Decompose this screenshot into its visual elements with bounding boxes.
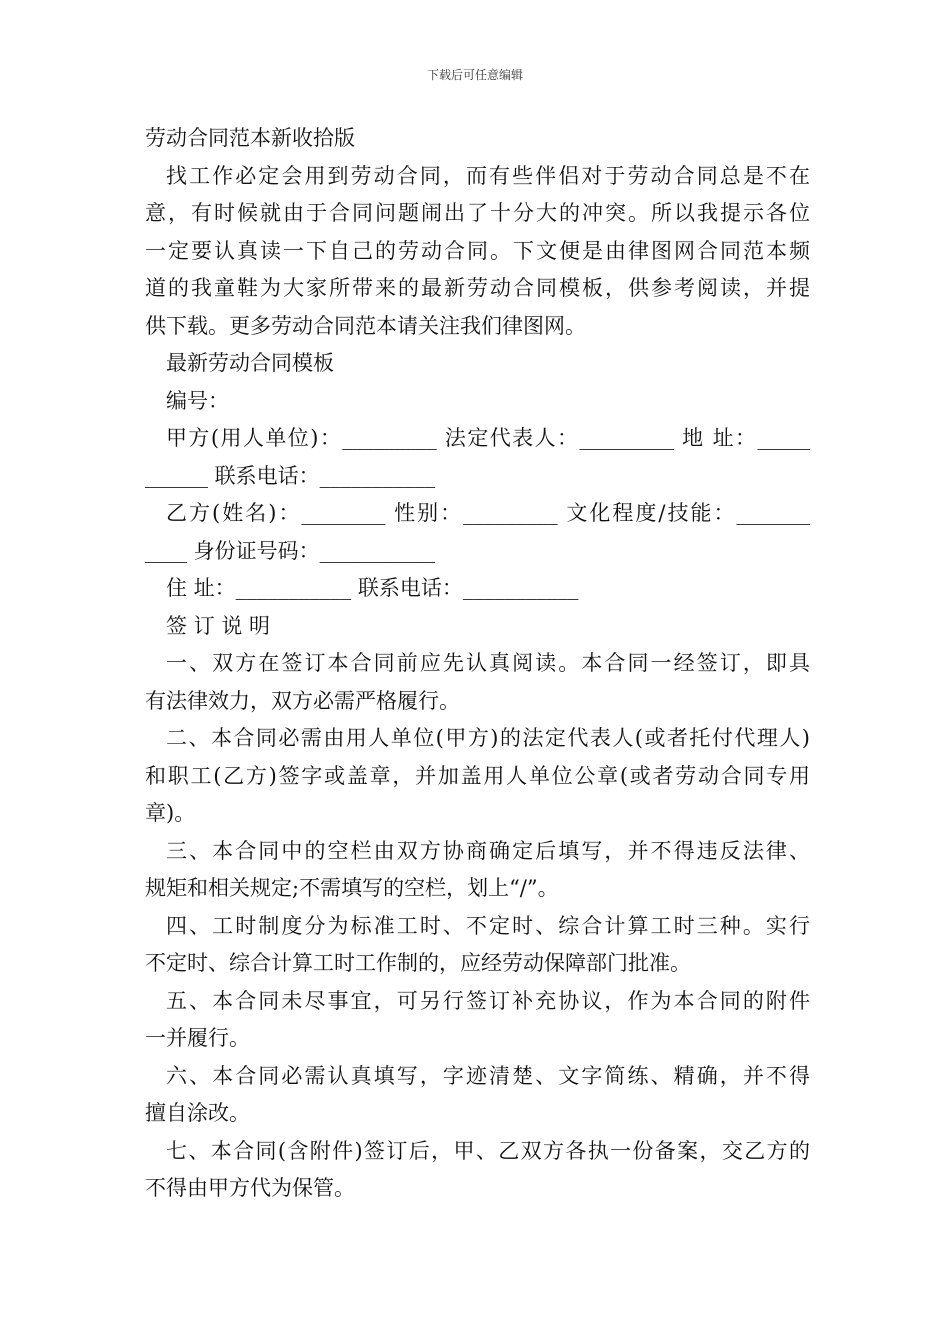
page-header-note: 下载后可任意编辑 (426, 68, 523, 82)
intro-paragraph (145, 158, 810, 346)
party-b-line: 乙方(姓名)：________ 性别：_________ 文化程度/技能：_______ (166, 501, 810, 525)
note-line: 一并履行。 (145, 1026, 250, 1050)
note-line: 和职工(乙方)签字或盖章，并加盖用人单位公章(或者劳动合同专用 (145, 763, 810, 788)
note-line: 四、工时制度分为标准工时、不定时、综合计算工时三种。实行 (166, 913, 810, 938)
note-item (145, 645, 810, 720)
note-line: 七、本合同(含附件)签订后，甲、乙双方各执一份备案，交乙方的 (166, 1138, 810, 1163)
signing-notes-heading: 签 订 说 明 (166, 613, 271, 638)
note-item (145, 908, 810, 983)
note-item (145, 833, 810, 908)
intro-line: 供下载。更多劳动合同范本请关注我们律图网。 (145, 313, 586, 338)
note-line: 一、双方在签订本合同前应先认真阅读。本合同一经签订，即具 (166, 651, 810, 675)
party-a-section (145, 420, 810, 495)
note-line: 有法律效力，双方必需严格履行。 (145, 688, 460, 713)
template-title: 最新劳动合同模板 (166, 351, 334, 375)
note-line: 规矩和相关规定;不需填写的空栏，划上“/”。 (145, 876, 559, 900)
party-a-line: 甲方(用人单位)：_________ 法定代表人：_________ 地 址：_____ (166, 426, 810, 450)
note-line: 五、本合同未尽事宜，可另行签订补充协议，作为本合同的附件 (166, 988, 810, 1013)
intro-line: 道的我童鞋为大家所带来的最新劳动合同模板，供参考阅读，并提 (145, 276, 810, 300)
document-body (145, 120, 810, 1208)
address-line: 住 址：___________ 联系电话：___________ (166, 576, 579, 600)
note-line: 擅自涂改。 (145, 1101, 250, 1125)
note-line: 二、本合同必需由用人单位(甲方)的法定代表人(或者托付代理人) (166, 726, 810, 750)
note-item (145, 720, 810, 833)
intro-line: 意，有时候就由于合同问题闹出了十分大的冲突。所以我提示各位 (145, 201, 810, 225)
note-item (145, 1133, 810, 1208)
note-line: 三、本合同中的空栏由双方协商确定后填写，并不得违反法律、 (166, 838, 810, 863)
note-line: 不得由甲方代为保管。 (145, 1176, 355, 1200)
note-line: 六、本合同必需认真填写，字迹清楚、文字简练、精确，并不得 (166, 1063, 810, 1088)
note-item (145, 983, 810, 1058)
party-a-line: ______ 联系电话：___________ (145, 463, 436, 488)
intro-line: 一定要认真读一下自己的劳动合同。下文便是由律图网合同范本频 (145, 238, 810, 263)
party-b-section (145, 495, 810, 570)
document-title: 劳动合同范本新收拾版 (145, 126, 355, 150)
note-line: 章)。 (145, 801, 196, 825)
intro-line: 找工作必定会用到劳动合同，而有些伴侣对于劳动合同总是不在 (166, 163, 810, 188)
party-b-line: ____ 身份证号码：___________ (145, 538, 436, 563)
note-item (145, 1058, 810, 1133)
contract-number-label: 编号： (166, 388, 229, 413)
note-line: 不定时、综合计算工时工作制的，应经劳动保障部门批准。 (145, 951, 691, 975)
